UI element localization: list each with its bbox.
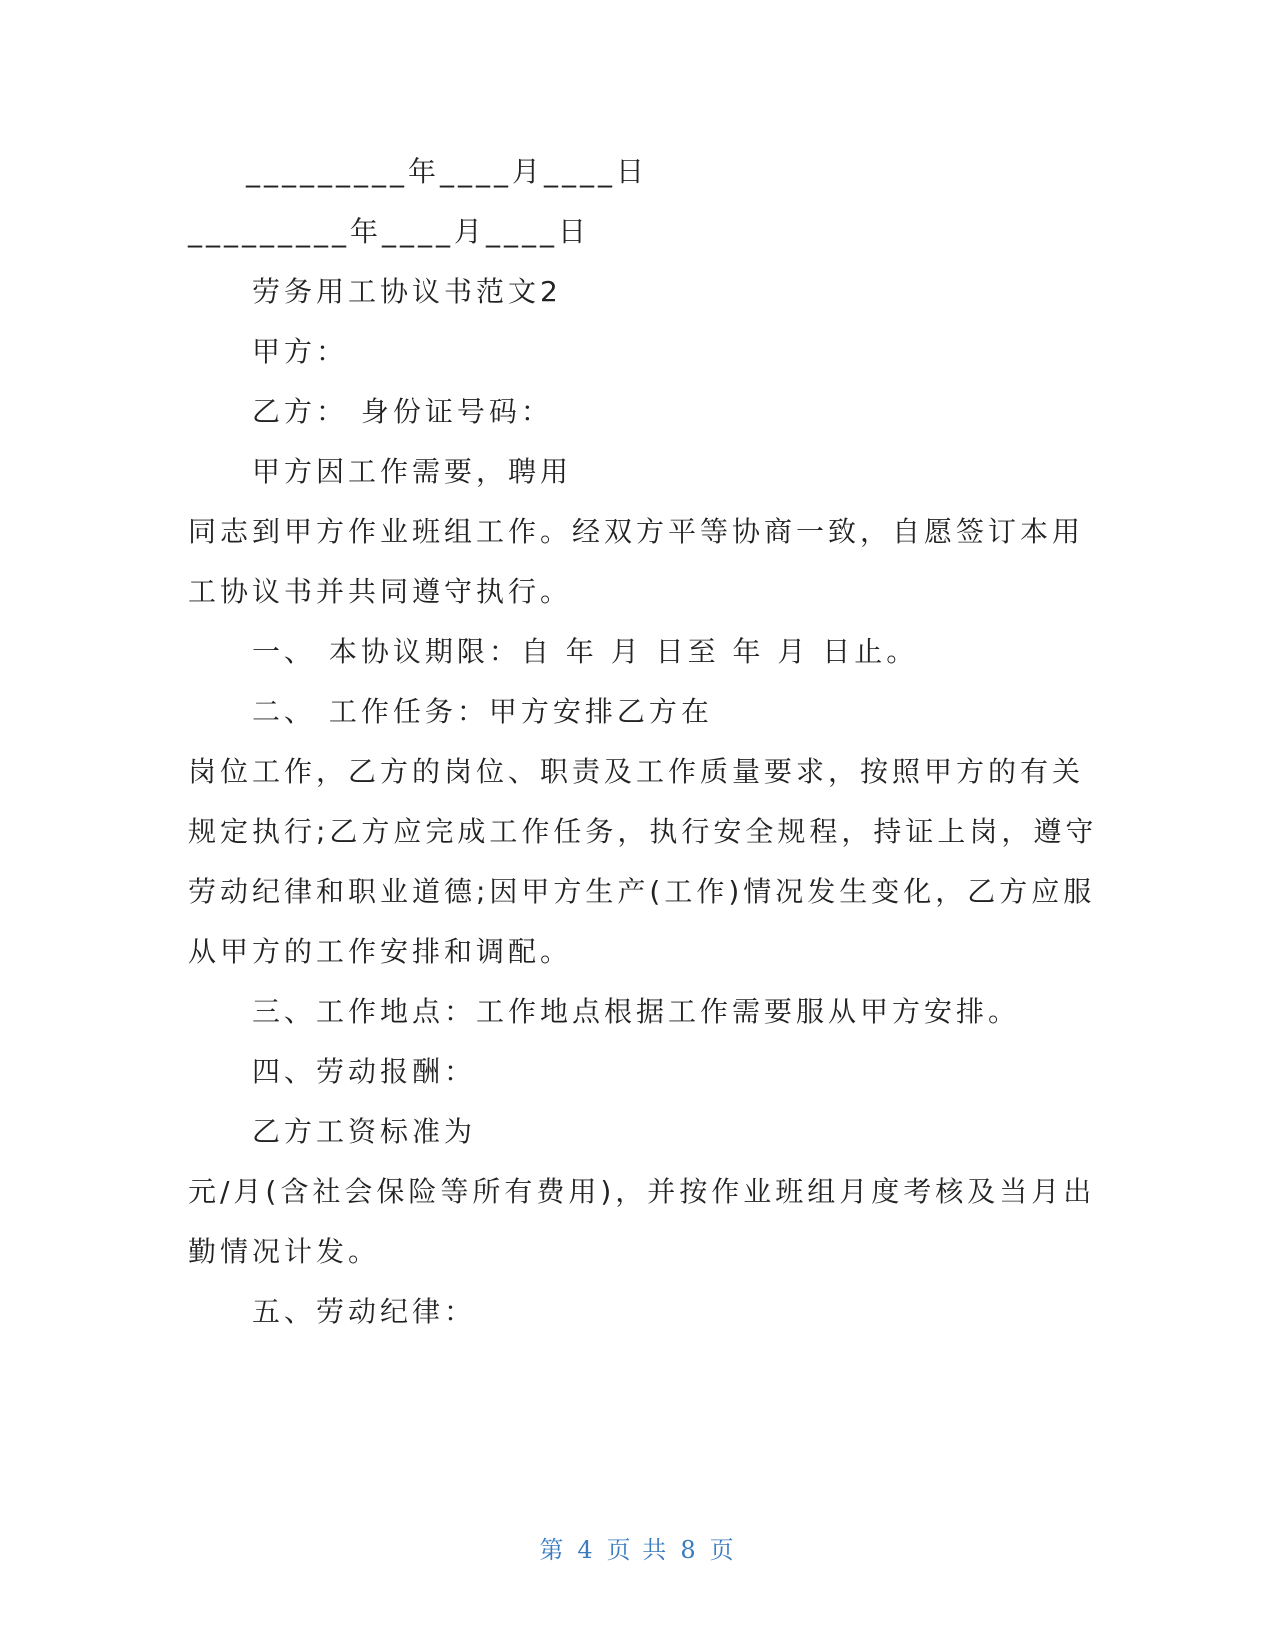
footer-prefix: 第 (539, 1536, 566, 1564)
signature-date-line-2: _________年____月____日 (188, 215, 591, 248)
clause-2-task: 二、 工作任务：甲方安排乙方在 (252, 695, 713, 728)
footer-current-page: 4 (577, 1536, 595, 1564)
clause-5-discipline: 五、劳动纪律： (252, 1295, 477, 1328)
paragraph-line: 劳动纪律和职业道德;因甲方生产(工作)情况发生变化，乙方应服 (188, 875, 1096, 908)
party-b-line: 乙方： 身份证号码： (252, 395, 553, 428)
paragraph-line: 乙方工资标准为 (252, 1115, 477, 1148)
paragraph-line: 元/月(含社会保险等所有费用)，并按作业班组月度考核及当月出 (188, 1175, 1096, 1208)
signature-date-line-1: _________年____月____日 (246, 155, 649, 188)
paragraph-line: 岗位工作，乙方的岗位、职责及工作质量要求，按照甲方的有关 (188, 755, 1085, 788)
paragraph-line: 同志到甲方作业班组工作。经双方平等协商一致，自愿签订本用 (188, 515, 1085, 548)
paragraph-line: 从甲方的工作安排和调配。 (188, 935, 573, 968)
document-title: 劳务用工协议书范文2 (252, 275, 562, 308)
footer-middle: 页 共 (606, 1536, 669, 1564)
footer-total-pages: 8 (680, 1536, 698, 1564)
paragraph-line: 规定执行;乙方应完成工作任务，执行安全规程，持证上岗，遵守 (188, 815, 1098, 848)
page-footer (0, 1534, 1275, 1566)
clause-1-term: 一、 本协议期限：自 年 月 日至 年 月 日止。 (252, 635, 919, 668)
clause-4-remuneration: 四、劳动报酬： (252, 1055, 477, 1088)
paragraph-line: 甲方因工作需要，聘用 (252, 455, 573, 488)
party-a-line: 甲方： (252, 335, 349, 368)
clause-3-location: 三、工作地点：工作地点根据工作需要服从甲方安排。 (252, 995, 1021, 1028)
paragraph-line: 工协议书并共同遵守执行。 (188, 575, 573, 608)
paragraph-line: 勤情况计发。 (188, 1235, 381, 1268)
footer-suffix: 页 (709, 1536, 736, 1564)
